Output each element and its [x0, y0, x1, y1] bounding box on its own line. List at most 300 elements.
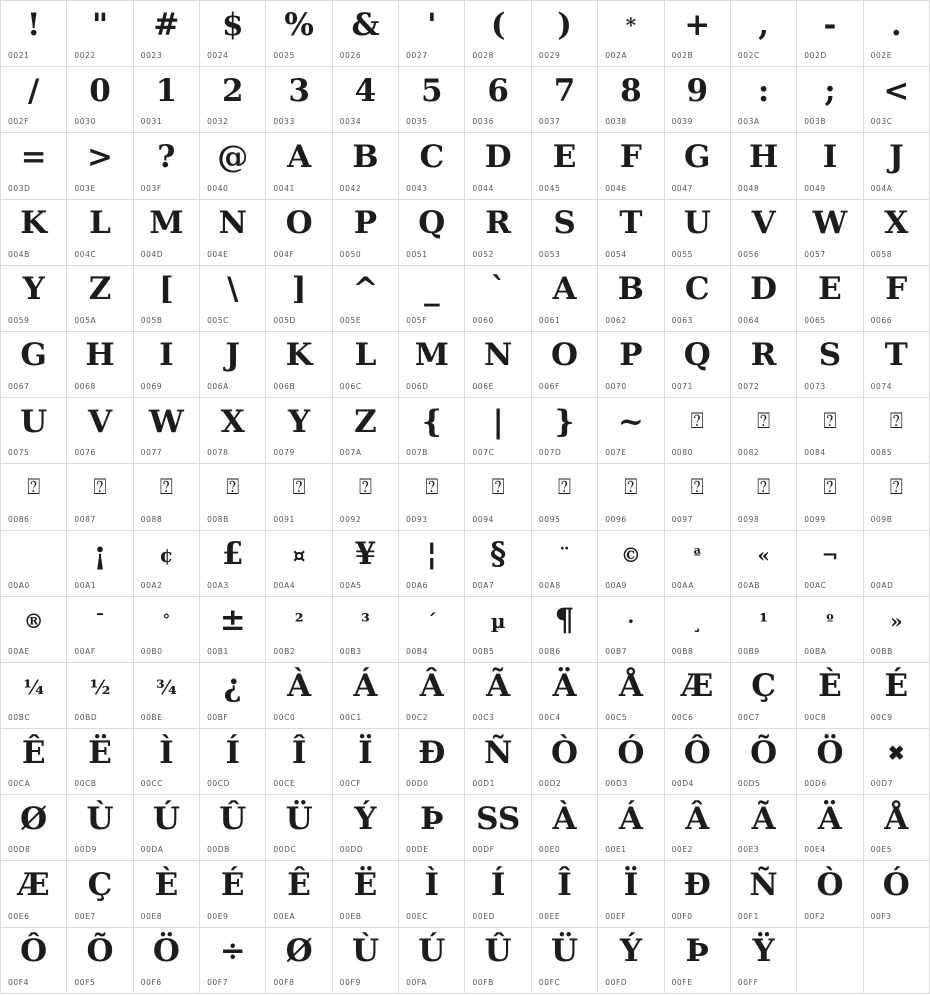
glyph-codepoint: 0023: [140, 51, 163, 61]
glyph-cell[interactable]: [333, 398, 399, 464]
glyph-cell[interactable]: [200, 597, 266, 663]
glyph-cell[interactable]: [1, 133, 67, 199]
glyph-cell[interactable]: [465, 1, 531, 67]
glyph-cell[interactable]: [67, 332, 133, 398]
glyph-cell[interactable]: [1, 597, 67, 663]
glyph-cell[interactable]: [665, 1, 731, 67]
glyph-codepoint: 0045: [538, 183, 561, 193]
glyph-cell[interactable]: [333, 729, 399, 795]
glyph-cell[interactable]: [465, 398, 531, 464]
glyph-codepoint: 00C1: [339, 713, 362, 723]
glyph-codepoint: 0037: [538, 117, 561, 127]
glyph-cell[interactable]: [797, 531, 863, 597]
glyph-cell[interactable]: [1, 663, 67, 729]
glyph-cell[interactable]: [465, 133, 531, 199]
glyph-cell[interactable]: [731, 597, 797, 663]
glyph-codepoint: 0074: [870, 382, 893, 392]
glyph-codepoint: 004B: [8, 249, 30, 259]
glyph-cell[interactable]: [731, 133, 797, 199]
glyph-character: ": [91, 6, 109, 43]
glyph-codepoint: 00C8: [804, 713, 827, 723]
glyph-cell[interactable]: [266, 332, 332, 398]
glyph-character: ½: [89, 674, 111, 699]
glyph-cell[interactable]: [200, 928, 266, 994]
glyph-character: ⍰: [292, 475, 306, 501]
glyph-codepoint: 0091: [273, 514, 295, 524]
glyph-cell[interactable]: [200, 398, 266, 464]
glyph-cell[interactable]: [665, 861, 731, 927]
glyph-cell[interactable]: [532, 597, 598, 663]
glyph-cell[interactable]: [399, 398, 465, 464]
glyph-character: À: [552, 800, 577, 837]
glyph-cell[interactable]: [797, 67, 863, 133]
glyph-cell[interactable]: [465, 597, 531, 663]
glyph-codepoint: 00AF: [74, 646, 96, 656]
glyph-cell[interactable]: [134, 266, 200, 332]
glyph-cell[interactable]: [665, 200, 731, 266]
glyph-cell[interactable]: [731, 200, 797, 266]
glyph-cell[interactable]: [797, 597, 863, 663]
glyph-codepoint: 00BD: [74, 713, 98, 723]
glyph-cell[interactable]: [333, 464, 399, 530]
glyph-cell[interactable]: [598, 464, 664, 530]
glyph-codepoint: 0042: [339, 183, 362, 193]
glyph-cell[interactable]: [797, 795, 863, 861]
glyph-cell[interactable]: [665, 795, 731, 861]
glyph-codepoint: 00C2: [406, 713, 429, 723]
glyph-cell[interactable]: [665, 332, 731, 398]
glyph-cell[interactable]: [797, 266, 863, 332]
glyph-cell[interactable]: [399, 531, 465, 597]
glyph-cell[interactable]: [864, 531, 930, 597]
glyph-cell[interactable]: [67, 663, 133, 729]
glyph-cell[interactable]: [67, 795, 133, 861]
glyph-cell[interactable]: [731, 795, 797, 861]
glyph-codepoint: 00ED: [472, 911, 495, 921]
glyph-cell[interactable]: [200, 133, 266, 199]
glyph-cell[interactable]: [399, 133, 465, 199]
glyph-cell[interactable]: [1, 398, 67, 464]
glyph-cell[interactable]: [67, 1, 133, 67]
glyph-cell[interactable]: [532, 861, 598, 927]
glyph-cell[interactable]: [532, 67, 598, 133]
glyph-character: ¬: [821, 542, 839, 567]
glyph-cell[interactable]: [465, 861, 531, 927]
glyph-cell[interactable]: [200, 531, 266, 597]
glyph-cell[interactable]: [134, 332, 200, 398]
glyph-cell[interactable]: [200, 1, 266, 67]
glyph-cell[interactable]: [731, 266, 797, 332]
glyph-character: 3: [288, 72, 310, 109]
glyph-character: P: [353, 205, 378, 242]
glyph-character: ³: [361, 608, 370, 633]
glyph-codepoint: 0071: [671, 382, 694, 392]
glyph-cell[interactable]: [399, 1, 465, 67]
glyph-character: R: [750, 337, 777, 374]
glyph-cell[interactable]: [465, 266, 531, 332]
glyph-cell[interactable]: [1, 67, 67, 133]
glyph-cell[interactable]: [864, 266, 930, 332]
glyph-codepoint: 0053: [538, 249, 561, 259]
glyph-character: E: [818, 271, 842, 308]
glyph-cell[interactable]: [797, 663, 863, 729]
glyph-cell[interactable]: [598, 795, 664, 861]
glyph-cell[interactable]: [266, 398, 332, 464]
glyph-cell[interactable]: [598, 398, 664, 464]
glyph-cell[interactable]: [665, 266, 731, 332]
glyph-cell[interactable]: [399, 67, 465, 133]
glyph-cell[interactable]: [134, 398, 200, 464]
glyph-cell[interactable]: [598, 928, 664, 994]
glyph-cell[interactable]: [134, 1, 200, 67]
glyph-character: Ì: [159, 734, 174, 771]
glyph-codepoint: 006D: [406, 382, 429, 392]
glyph-codepoint: 00C0: [273, 713, 296, 723]
glyph-cell[interactable]: [731, 663, 797, 729]
glyph-cell[interactable]: [266, 597, 332, 663]
glyph-cell[interactable]: [731, 398, 797, 464]
glyph-cell[interactable]: [598, 67, 664, 133]
glyph-cell[interactable]: [797, 200, 863, 266]
glyph-cell[interactable]: [532, 729, 598, 795]
glyph-codepoint: 00AB: [737, 580, 761, 590]
glyph-cell[interactable]: [1, 729, 67, 795]
glyph-character: ⍰: [889, 409, 903, 435]
glyph-cell[interactable]: [797, 729, 863, 795]
glyph-cell[interactable]: [864, 663, 930, 729]
glyph-cell[interactable]: [864, 861, 930, 927]
glyph-cell[interactable]: [532, 398, 598, 464]
glyph-character: ¸: [692, 608, 703, 633]
glyph-cell[interactable]: [200, 729, 266, 795]
glyph-cell[interactable]: [200, 795, 266, 861]
glyph-codepoint: 00E0: [538, 845, 561, 855]
glyph-cell[interactable]: [67, 200, 133, 266]
glyph-codepoint: 00C3: [472, 713, 495, 723]
glyph-cell[interactable]: [598, 531, 664, 597]
glyph-cell[interactable]: [465, 67, 531, 133]
glyph-cell[interactable]: [864, 597, 930, 663]
glyph-cell[interactable]: [797, 133, 863, 199]
glyph-cell[interactable]: [333, 1, 399, 67]
glyph-character: Ø: [20, 800, 48, 837]
glyph-cell[interactable]: [134, 67, 200, 133]
glyph-cell[interactable]: [67, 861, 133, 927]
glyph-cell[interactable]: [399, 332, 465, 398]
glyph-character: -: [823, 6, 837, 43]
glyph-cell[interactable]: [399, 663, 465, 729]
glyph-cell[interactable]: [864, 133, 930, 199]
glyph-character: Ö: [152, 933, 180, 970]
glyph-cell[interactable]: [731, 729, 797, 795]
glyph-codepoint: 005E: [339, 315, 362, 325]
glyph-cell[interactable]: [266, 531, 332, 597]
glyph-cell[interactable]: [532, 795, 598, 861]
glyph-cell[interactable]: [67, 464, 133, 530]
glyph-cell[interactable]: [465, 464, 531, 530]
glyph-cell[interactable]: [864, 332, 930, 398]
glyph-character: /: [28, 72, 40, 109]
glyph-cell[interactable]: [797, 398, 863, 464]
glyph-codepoint: 0056: [737, 249, 760, 259]
glyph-codepoint: 002E: [870, 51, 893, 61]
glyph-cell[interactable]: [598, 861, 664, 927]
glyph-cell[interactable]: [200, 200, 266, 266]
glyph-cell[interactable]: [67, 928, 133, 994]
glyph-cell[interactable]: [399, 597, 465, 663]
glyph-cell[interactable]: [532, 133, 598, 199]
glyph-cell[interactable]: [864, 398, 930, 464]
glyph-cell[interactable]: [67, 729, 133, 795]
glyph-cell[interactable]: [731, 332, 797, 398]
glyph-cell[interactable]: [465, 795, 531, 861]
glyph-cell[interactable]: [532, 464, 598, 530]
glyph-cell[interactable]: [200, 464, 266, 530]
glyph-cell[interactable]: [465, 200, 531, 266]
glyph-cell[interactable]: [266, 1, 332, 67]
glyph-cell[interactable]: [134, 861, 200, 927]
glyph-cell[interactable]: [465, 531, 531, 597]
glyph-cell[interactable]: [200, 332, 266, 398]
glyph-cell[interactable]: [465, 928, 531, 994]
glyph-cell[interactable]: [665, 597, 731, 663]
glyph-cell[interactable]: [532, 200, 598, 266]
glyph-cell[interactable]: [797, 464, 863, 530]
glyph-cell[interactable]: [665, 398, 731, 464]
glyph-cell[interactable]: [665, 729, 731, 795]
glyph-cell[interactable]: [598, 266, 664, 332]
glyph-cell[interactable]: [266, 928, 332, 994]
glyph-character: ±: [219, 602, 246, 639]
glyph-cell[interactable]: [731, 1, 797, 67]
glyph-cell[interactable]: [333, 67, 399, 133]
glyph-character: Ÿ: [752, 933, 775, 970]
glyph-character: ⍰: [823, 475, 837, 501]
glyph-cell[interactable]: [266, 663, 332, 729]
glyph-cell[interactable]: [399, 729, 465, 795]
glyph-cell[interactable]: [864, 795, 930, 861]
glyph-cell[interactable]: [266, 464, 332, 530]
glyph-cell[interactable]: [333, 266, 399, 332]
glyph-cell[interactable]: [67, 67, 133, 133]
glyph-character: 1: [155, 72, 178, 109]
glyph-cell[interactable]: [399, 464, 465, 530]
glyph-cell[interactable]: [532, 332, 598, 398]
glyph-codepoint: 00CA: [8, 779, 31, 789]
glyph-character: `: [490, 271, 506, 308]
glyph-cell[interactable]: [333, 531, 399, 597]
glyph-codepoint: 00A3: [207, 580, 229, 590]
glyph-cell[interactable]: [200, 266, 266, 332]
glyph-character: «: [757, 542, 770, 567]
glyph-cell[interactable]: [266, 266, 332, 332]
glyph-codepoint: 00B8: [671, 646, 694, 656]
glyph-cell[interactable]: [134, 663, 200, 729]
glyph-cell[interactable]: [266, 795, 332, 861]
glyph-codepoint: 0038: [605, 117, 627, 127]
glyph-cell[interactable]: [333, 200, 399, 266]
glyph-cell[interactable]: [67, 531, 133, 597]
glyph-cell[interactable]: [465, 729, 531, 795]
glyph-codepoint: 00B5: [472, 646, 495, 656]
glyph-cell[interactable]: [532, 1, 598, 67]
glyph-cell[interactable]: [598, 133, 664, 199]
glyph-cell[interactable]: [266, 729, 332, 795]
glyph-cell[interactable]: [598, 597, 664, 663]
glyph-cell[interactable]: [731, 67, 797, 133]
glyph-codepoint: 0078: [207, 448, 229, 458]
glyph-cell[interactable]: [333, 663, 399, 729]
glyph-character: À: [287, 668, 312, 705]
glyph-codepoint: 0036: [472, 117, 494, 127]
glyph-cell[interactable]: [134, 928, 200, 994]
glyph-character: O: [551, 337, 579, 374]
glyph-cell[interactable]: [665, 67, 731, 133]
glyph-cell[interactable]: [731, 531, 797, 597]
glyph-cell[interactable]: [266, 133, 332, 199]
glyph-character: B: [352, 138, 379, 175]
glyph-cell[interactable]: [1, 795, 67, 861]
glyph-cell[interactable]: [200, 67, 266, 133]
glyph-codepoint: 004E: [207, 249, 229, 259]
glyph-cell[interactable]: [731, 464, 797, 530]
glyph-codepoint: 00CF: [339, 779, 362, 789]
glyph-cell[interactable]: [266, 861, 332, 927]
glyph-character: M: [149, 205, 184, 242]
glyph-character: E: [552, 138, 577, 175]
glyph-cell[interactable]: [333, 133, 399, 199]
glyph-character: Í: [490, 866, 506, 903]
glyph-cell[interactable]: [200, 861, 266, 927]
glyph-cell[interactable]: [598, 332, 664, 398]
glyph-cell[interactable]: [399, 795, 465, 861]
glyph-cell[interactable]: [134, 464, 200, 530]
glyph-cell[interactable]: [333, 597, 399, 663]
glyph-character: I: [159, 337, 174, 374]
glyph-character: Â: [419, 668, 444, 705]
glyph-cell[interactable]: [399, 266, 465, 332]
glyph-cell[interactable]: [1, 1, 67, 67]
glyph-cell[interactable]: [67, 597, 133, 663]
glyph-cell[interactable]: [134, 200, 200, 266]
glyph-cell[interactable]: [266, 200, 332, 266]
glyph-cell[interactable]: [864, 1, 930, 67]
glyph-cell[interactable]: [598, 200, 664, 266]
glyph-cell[interactable]: [67, 266, 133, 332]
glyph-cell[interactable]: [665, 133, 731, 199]
glyph-cell[interactable]: [1, 332, 67, 398]
glyph-character: Ô: [683, 734, 711, 771]
glyph-cell[interactable]: [864, 67, 930, 133]
glyph-codepoint: 0080: [671, 448, 694, 458]
glyph-codepoint: 0048: [737, 183, 760, 193]
glyph-cell[interactable]: [1, 200, 67, 266]
glyph-cell[interactable]: [67, 398, 133, 464]
glyph-cell-empty: [797, 928, 863, 994]
glyph-character: ]: [291, 271, 307, 308]
glyph-cell[interactable]: [797, 332, 863, 398]
glyph-cell[interactable]: [333, 795, 399, 861]
glyph-cell[interactable]: [1, 266, 67, 332]
glyph-cell[interactable]: [731, 861, 797, 927]
glyph-character: B: [617, 271, 644, 308]
glyph-cell[interactable]: [665, 464, 731, 530]
glyph-codepoint: 00E8: [140, 911, 163, 921]
glyph-cell[interactable]: [864, 464, 930, 530]
glyph-cell[interactable]: [532, 266, 598, 332]
glyph-cell[interactable]: [399, 200, 465, 266]
glyph-cell[interactable]: [598, 663, 664, 729]
glyph-cell[interactable]: [665, 531, 731, 597]
glyph-codepoint: 0034: [339, 117, 362, 127]
glyph-cell[interactable]: [731, 928, 797, 994]
glyph-cell[interactable]: [399, 861, 465, 927]
glyph-character: D: [750, 271, 778, 308]
glyph-cell[interactable]: [665, 928, 731, 994]
glyph-codepoint: 0031: [140, 117, 163, 127]
glyph-character: £: [221, 536, 244, 572]
glyph-cell[interactable]: [797, 1, 863, 67]
glyph-character: 5: [421, 72, 443, 109]
glyph-codepoint: 0033: [273, 117, 295, 127]
glyph-cell[interactable]: [67, 133, 133, 199]
glyph-cell[interactable]: [532, 663, 598, 729]
glyph-character: ': [427, 6, 437, 43]
glyph-cell[interactable]: [1, 531, 67, 597]
glyph-cell[interactable]: [864, 200, 930, 266]
glyph-cell[interactable]: [134, 133, 200, 199]
glyph-codepoint: 0068: [74, 382, 96, 392]
glyph-character: µ: [490, 608, 506, 633]
glyph-codepoint: 0051: [406, 249, 428, 259]
glyph-character: Ý: [354, 800, 377, 837]
glyph-codepoint: 0070: [605, 382, 627, 392]
glyph-cell[interactable]: [134, 531, 200, 597]
glyph-cell[interactable]: [134, 597, 200, 663]
glyph-cell[interactable]: [200, 663, 266, 729]
glyph-cell[interactable]: [864, 729, 930, 795]
glyph-codepoint: 00F5: [74, 977, 96, 987]
glyph-character: ~: [617, 403, 644, 440]
glyph-cell[interactable]: [134, 729, 200, 795]
glyph-cell[interactable]: [333, 332, 399, 398]
glyph-cell[interactable]: [1, 861, 67, 927]
glyph-codepoint: 00AA: [671, 580, 694, 590]
glyph-cell[interactable]: [598, 1, 664, 67]
glyph-character: ⍰: [690, 475, 704, 501]
glyph-character: Ò: [816, 866, 844, 903]
glyph-cell[interactable]: [797, 861, 863, 927]
glyph-cell[interactable]: [1, 928, 67, 994]
glyph-cell[interactable]: [532, 928, 598, 994]
glyph-cell[interactable]: [665, 663, 731, 729]
glyph-cell[interactable]: [532, 531, 598, 597]
glyph-cell[interactable]: [598, 729, 664, 795]
glyph-character: @: [217, 138, 249, 175]
glyph-cell[interactable]: [465, 663, 531, 729]
glyph-codepoint: 0039: [671, 117, 694, 127]
glyph-cell[interactable]: [134, 795, 200, 861]
glyph-cell[interactable]: [266, 67, 332, 133]
glyph-cell[interactable]: [333, 928, 399, 994]
glyph-cell[interactable]: [399, 928, 465, 994]
glyph-cell[interactable]: [465, 332, 531, 398]
glyph-character: 7: [553, 72, 576, 109]
glyph-cell[interactable]: [333, 861, 399, 927]
glyph-codepoint: 00CB: [74, 779, 97, 789]
glyph-cell[interactable]: [1, 464, 67, 530]
glyph-character: }: [554, 403, 575, 440]
